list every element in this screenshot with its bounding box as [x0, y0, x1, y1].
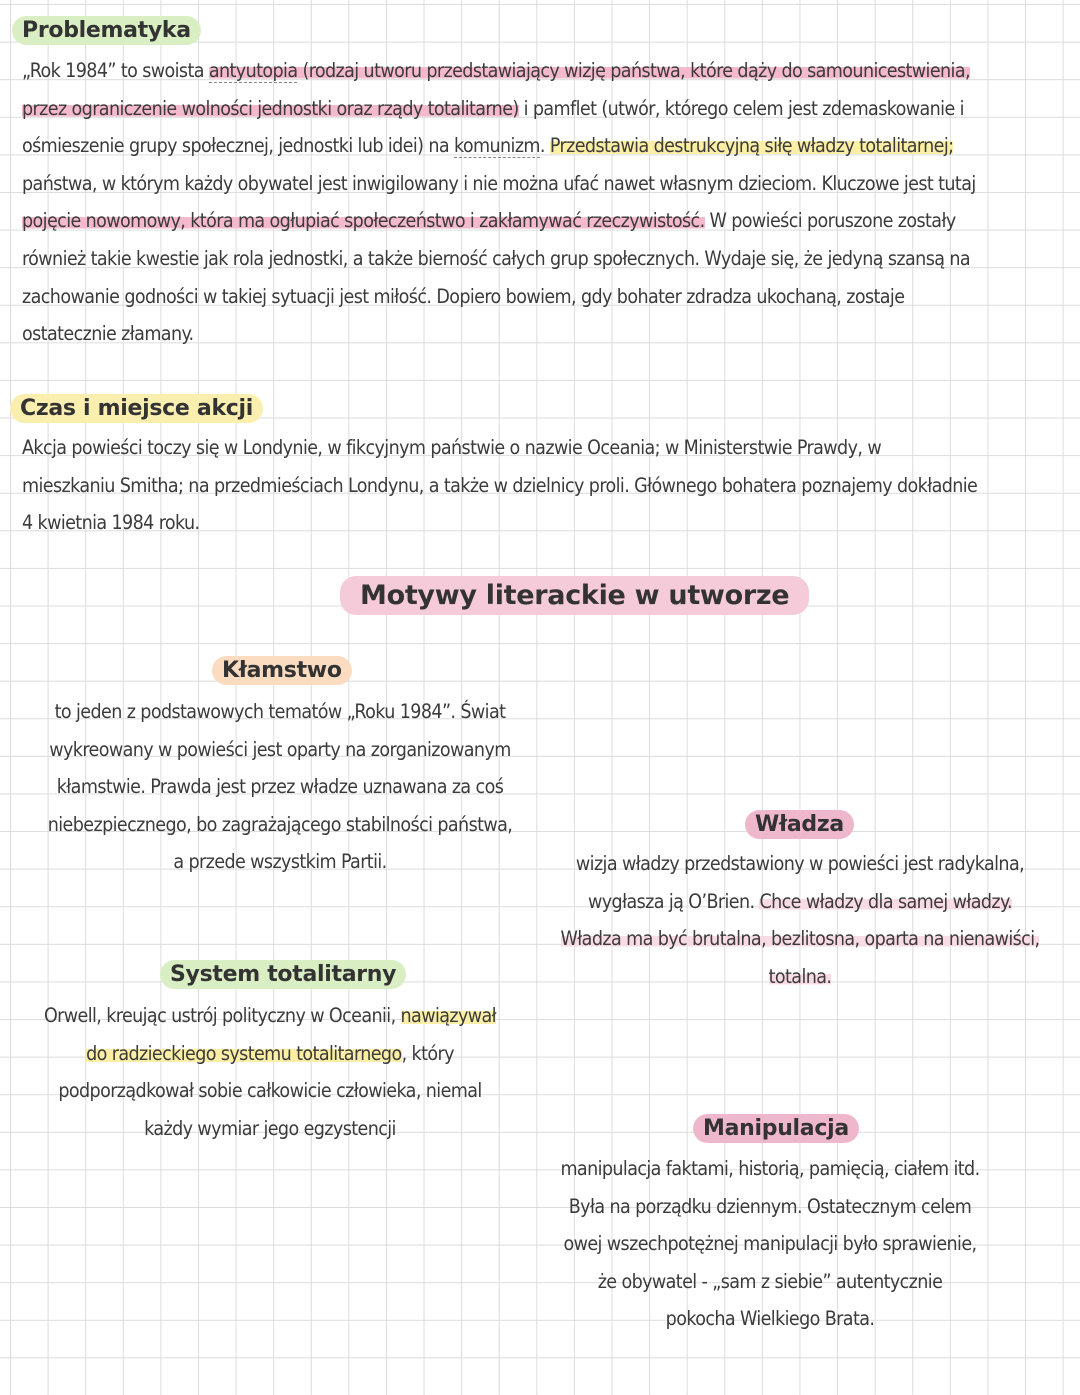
- text-span: wygłasza ją O’Brien.: [588, 889, 760, 913]
- underlined-komunizm: komunizm: [454, 134, 540, 158]
- heading-manipulacja: Manipulacja: [693, 1114, 859, 1143]
- heading-problematyka: Problematyka: [12, 16, 201, 45]
- problematyka-text: [22, 52, 1072, 353]
- text-line: [22, 315, 1072, 353]
- text-line: [10, 1110, 530, 1148]
- highlight-definition: przez ograniczenie wolności jednostki oraz rządy totalitarne): [22, 96, 519, 120]
- text-line: pokocha Wielkiego Brata.: [665, 1307, 875, 1331]
- text-line: owej wszechpotężnej manipulacji było sprawienie,: [563, 1232, 977, 1256]
- text-line: [10, 997, 530, 1035]
- text-line: [22, 240, 1072, 278]
- highlight-wladza: Chce władzy dla samej władzy.: [759, 889, 1012, 913]
- text-line: Była na porządku dziennym. Ostatecznym celem: [568, 1194, 972, 1218]
- text-span: .: [539, 134, 550, 158]
- text-span: każdy wymiar jego egzystencji: [144, 1116, 396, 1140]
- text-line: kłamstwie. Prawda jest przez władze uznawana za coś: [56, 775, 504, 799]
- text-line: [22, 127, 1072, 165]
- heading-wladza: Władza: [745, 810, 854, 839]
- highlight-totalitarny: do radzieckiego systemu totalitarnego: [86, 1041, 402, 1065]
- text-line: że obywatel - „sam z siebie” autentycznie: [597, 1269, 943, 1293]
- text-line: [540, 958, 1060, 996]
- text-span: „Rok 1984” to swoista: [22, 59, 209, 82]
- text-span: ostatecznie złamany.: [22, 322, 194, 346]
- highlight-totalitarny: nawiązywał: [400, 1004, 497, 1027]
- heading-system-totalitarny: System totalitarny: [160, 960, 406, 989]
- text-line: [22, 278, 1072, 316]
- text-line: [10, 1072, 530, 1110]
- highlight-destructive-power: Przedstawia destrukcyjną siłę władzy totalitarnej;: [549, 134, 954, 158]
- totalitarny-text: [10, 997, 530, 1147]
- text-span: wizja władzy przedstawiony w powieści jest radykalna,: [575, 852, 1025, 875]
- text-span: ośmieszenie grupy społecznej, jednostki lub idei) na: [22, 134, 455, 158]
- text-span: W powieści poruszone zostały: [704, 209, 956, 233]
- czas-text: [22, 429, 1072, 542]
- text-line: [22, 202, 1072, 240]
- text-line: niebezpiecznego, bo zagrażającego stabilności państwa,: [47, 812, 513, 836]
- text-span: Orwell, kreując ustrój polityczny w Oceanii,: [43, 1004, 401, 1027]
- text-line: [22, 90, 1072, 128]
- heading-klamstwo: Kłamstwo: [212, 656, 352, 685]
- text-span: państwa, w którym każdy obywatel jest inwigilowany i nie można ufać nawet własnym dzieciom. Kluczowe jest tutaj: [22, 171, 976, 195]
- text-line: [10, 1035, 530, 1073]
- text-span: i pamflet (utwór, którego celem jest zdemaskowanie i: [518, 96, 964, 120]
- highlight-antyutopia: antyutopia: [208, 59, 298, 82]
- wladza-text: [540, 845, 1060, 995]
- text-span: podporządkował sobie całkowicie człowieka, niemal: [58, 1079, 482, 1103]
- klamstwo-text: [20, 693, 540, 881]
- text-line: mieszkaniu Smitha; na przedmieściach Londynu, a także w dzielnicy proli. Głównego bohatera poznajemy dokładnie: [22, 473, 978, 497]
- manipulacja-text: [510, 1150, 1030, 1338]
- highlight-nowomowa: pojęcie nowomowy, która ma ogłupiać społeczeństwo i zakłamywać rzeczywistość.: [22, 209, 705, 233]
- text-line: wykreowany w powieści jest oparty na zorganizowanym: [49, 737, 511, 761]
- text-span: zachowanie godności w takiej sytuacji jest miłość. Dopiero bowiem, gdy bohater zdradza ukochaną, zostaje: [22, 284, 905, 308]
- text-line: Akcja powieści toczy się w Londynie, w fikcyjnym państwie o nazwie Oceania; w Ministerstwie Prawdy, w: [22, 436, 882, 459]
- text-span: , który: [401, 1041, 454, 1065]
- text-line: [22, 52, 1072, 90]
- highlight-wladza: totalna.: [768, 964, 832, 988]
- highlight-definition: (rodzaj utworu przedstawiający wizję państwa, które dąży do samounicestwienia,: [297, 59, 970, 82]
- text-span: również takie kwestie jak rola jednostki, a także bierność całych grup społecznych. Wydaje się, że jedyną szansą na: [22, 246, 971, 270]
- page-title: Motywy literackie w utworze: [340, 576, 809, 615]
- text-line: to jeden z podstawowych tematów „Roku 1984”. Świat: [54, 700, 506, 723]
- heading-czas-i-miejsce: Czas i miejsce akcji: [10, 394, 263, 423]
- text-line: manipulacja faktami, historią, pamięcią, ciałem itd.: [560, 1157, 980, 1180]
- text-line: [540, 883, 1060, 921]
- highlight-wladza: Władza ma być brutalna, bezlitosna, oparta na nienawiści,: [560, 927, 1040, 951]
- text-line: a przede wszystkim Partii.: [173, 850, 387, 874]
- text-line: 4 kwietnia 1984 roku.: [22, 511, 200, 535]
- text-line: [540, 920, 1060, 958]
- text-line: [540, 845, 1060, 883]
- text-line: [22, 165, 1072, 203]
